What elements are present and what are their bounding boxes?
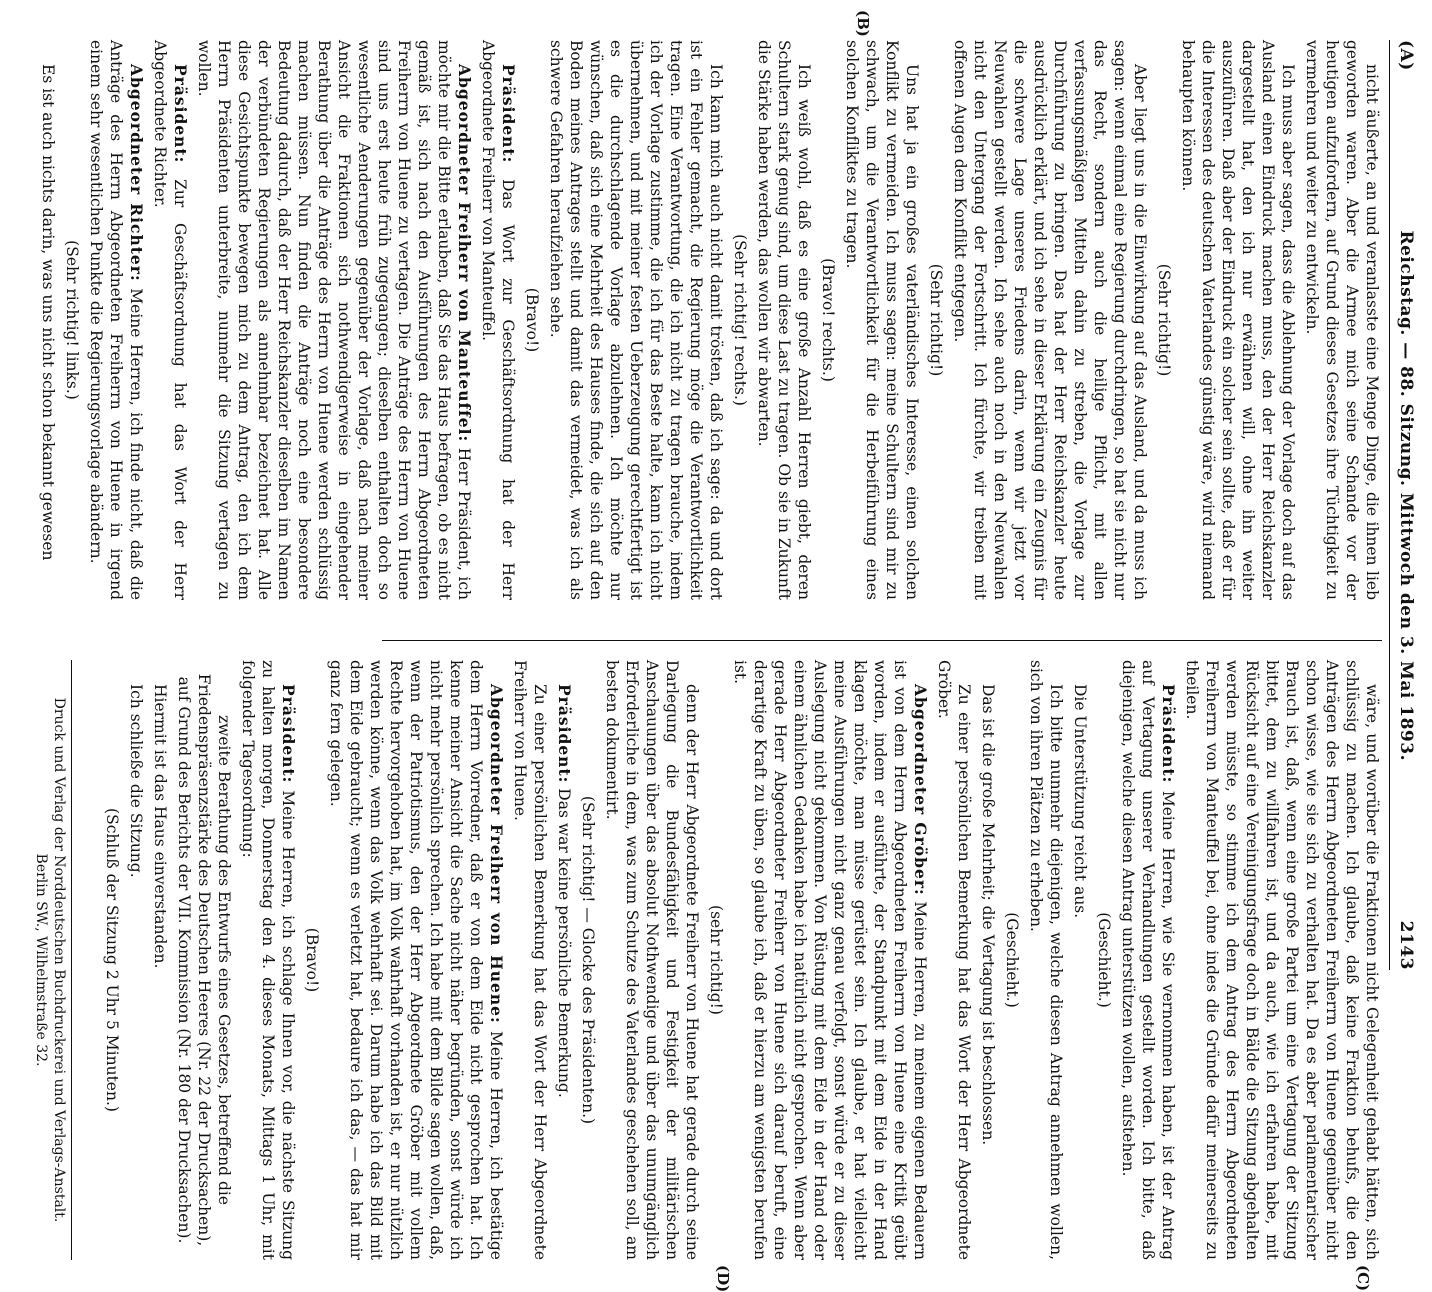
stage-direction: (Schluß der Sitzung 2 Uhr 5 Minuten.): [103, 808, 121, 1112]
speech-text: Meine Herren, wie Sie vernommen haben, ist der Antrag auf Vertagung unserer Verhandlungen gestellt worden. Ich bitte, daß diejenigen, welche diesen Antrag unterstützen wollen, aufstehen.: [1119, 660, 1177, 1260]
speech-text: Zur Geschäftsordnung hat das Wort der Herr Abgeordnete Richter.: [151, 40, 189, 600]
speech-paragraph: [326, 660, 506, 1260]
margin-marker-b: (B): [854, 10, 872, 37]
speech-paragraph: [730, 660, 930, 1260]
paragraph: Ich weiß wohl, daß es eine große Anzahl Herren giebt, deren Schultern stark genug sind, um diese Last zu tragen. Ob sie in Zukunft die Stärke haben werden, das wollen wir abwarten.: [755, 40, 813, 600]
stage-direction: (Sehr richtig! links.): [63, 240, 81, 400]
margin-marker-c: (C): [1354, 1265, 1372, 1292]
imprint-line-1: Druck und Verlag der Norddeutschen Buchdruckerei und Verlags-Anstalt.: [51, 697, 67, 1223]
page-number: 2143: [1396, 920, 1416, 970]
paragraph: Das ist die große Mehrheit; die Vertagung ist beschlossen.: [979, 684, 997, 1146]
margin-marker-d: (D): [714, 1265, 732, 1292]
speaker-name: Präsident:: [499, 64, 518, 164]
speaker-name: Präsident:: [555, 684, 574, 784]
speaker-name: Präsident:: [279, 684, 298, 784]
speech-paragraph: [86, 40, 146, 600]
stage-direction: (Bravo! rechts.): [819, 258, 837, 382]
paragraph: Ich muss aber sagen, dass die Ablehnung der Vorlage doch auf das Ausland einen Eindruck machen muss, den der Herr Reichskanzler dargestellt hat, den ich nur erwähnen will, ohne ihn weiter auszuführen. Daß aber der Eindruck ein solcher sein sollte, daß er für die Interessen des deutschen Vaterlandes günstig wäre, wird niemand behaupten können.: [1179, 40, 1297, 600]
speech-text: Meine Herren, zu meinem eigenen Bedauern ist von dem Herrn Abgeordneten Freiherrn von Huene eine Kritik geübt worden, indem er ausführte, der Standpunkt mit dem Eide in der Hand klagen möchte, man müsse gerüstet sein. Ich glaube, er hat vielleicht meine Ausführungen nicht ganz genau verfolgt, sonst würde er zu dieser Auslegung nicht gekommen. Von Rüstung mit dem Eide in der Hand oder einem ähnlichen Gedanken habe ich natürlich nicht gesprochen. Wenn aber gerade Herr Abgeordneter Freiherr von Huene sich darauf beruft, eine derartige Kraft zu üben, so glaube ich, daß er hierzu am wenigsten berufen ist.: [731, 660, 929, 1260]
paragraph: Zu einer persönlichen Bemerkung hat das Wort der Herr Abgeordnete Freiherr von Huene.: [511, 660, 549, 1260]
stage-direction: zweite Berathung des Entwurfs eines Gesetzes, betreffend die Friedenspräsenzstärke des Deutschen Heeres (Nr. 22 der Drucksachen), auf Grund des Berichts der VII. Kommission (Nr. 180 der Drucksachen).: [175, 673, 233, 1247]
paragraph: Ich schließe die Sitzung.: [127, 684, 145, 878]
speech-paragraph: [1118, 660, 1178, 1260]
margin-marker-a: (A): [1396, 40, 1416, 71]
paragraph: wäre, und worüber die Fraktionen nicht Gelegenheit gehabt hätten, sich schlüssig zu machen. Ich glaube, daß keine Fraktion behufs, die den Anträgen des Herrn Abgeordneten Freiherrn von Huene gegenüber nicht schon wisse, wie sie sich zu verhalten hat. Da es aber parlamentarischer Brauch ist, daß, wenn eine große Partei um eine Vertagung der Sitzung bittet, dem zu willfahren ist, und da auch, wie ich erfahren habe, mit Rücksicht auf eine Vereinigungsfrage doch in Bälde die Sitzung abgehalten werden müsste, so stimme ich dem Antrag des Herrn Abgeordneten Freiherrn von Manteuffel bei, ohne indes die Gründe dafür meinerseits zu theilen.: [1183, 660, 1381, 1260]
speech-text: Herr Präsident, ich möchte mir die Bitte erlauben, daß Sie das Haus befragen, ob es nicht gemäß ist, sich nach den Ausführungen des Herrn Abgeordneten Freiherrn von Huene zu vertagen. Die Anträge des Herrn von Huene sind uns erst heute früh zugegangen; dieselben enthalten doch so wesentliche Aenderungen gegenüber der Vorlage, daß nach meiner Ansicht die Fraktionen sich nothwendigerweise in eingehender Berathung über die Anträge des Herrn von Huene werden schlüssig machen müssen. Nun finden die Anträge noch eine besondere Bedeutung dadurch, daß der Herr Reichskanzler dieselben im Namen der verbündeten Regierungen als annehmbar bezeichnet hat. Alle diese Gesichtspunkte bewegen mich zu dem Antrag, den ich dem Herrn Präsidenten unterbreite, nunmehr die Sitzung vertagen zu wollen.: [195, 40, 473, 600]
stage-direction: (sehr richtig!): [707, 905, 725, 1015]
speech-text: Meine Herren, ich bestätige dem Herrn Vorredner, daß er von dem Eide nicht gesprochen hat. Ich kenne meiner Ansicht die Sache nicht näher begründen, sonst würde ich nicht mehr persönlich sprechen. Ich habe mit dem Bilde sagen wollen, daß, wenn der Patriotismus, den der Herr Abgeordnete Gröber mit vollem Rechte hervorgehoben hat, im Volk wahrhaft vorhanden ist, er nur nützlich werden könne, wenn das Volk wehrhaft sei. Darum habe ich das Bild mit dem Eide gebraucht; wenn es verletzt hat, bedaure ich das, — das hat mir ganz fern gelegen.: [327, 660, 505, 1260]
speech-paragraph: [194, 40, 474, 600]
left-column: [34, 40, 1382, 600]
speech-text: Das Wort zur Geschäftsordnung hat der Herr Abgeordnete Freiherr von Manteuffel.: [479, 40, 517, 600]
stage-direction: (Geschieht.): [1095, 912, 1113, 1008]
paragraph: Ich bitte nunmehr diejenigen, welche diesen Antrag annehmen wollen, sich von ihren Plätzen zu erheben.: [1027, 660, 1065, 1260]
speech-paragraph: [478, 40, 518, 600]
paragraph: Hiermit ist das Haus einverstanden.: [151, 684, 169, 969]
paragraph: nicht äußerte, an und veranlasste eine Menge Dinge, die ihnen lieb geworden waren. Aber die Armee mich seine Schande vor der heutigen aufzufordern, auf Grund dieses Gesetzes ihre Tüchtigkeit zu vermehren und weiter zu entwickeln.: [1303, 40, 1381, 600]
header-rule: [1389, 40, 1390, 970]
stage-direction: (Geschieht.): [1003, 912, 1021, 1008]
stage-direction: (Sehr richtig!): [927, 263, 945, 377]
paragraph: Zu einer persönlichen Bemerkung hat das Wort der Herr Abgeordnete Gröber.: [935, 660, 973, 1260]
paragraph: Ich kann mich auch nicht damit trösten, daß ich sage: da und dort ist ein Fehler gemacht, die Regierung möge die Verantwortlichkeit tragen. Eine Verantwortung, die ich nicht zu tragen brauche, indem ich der Vorlage zustimme, die ich für das Beste halte, kann ich nicht übernehmen, und mit meiner festen Ueberzeugung gerechtfertigt ist es die durchschlagende Vorlage abzulehnen. Ich möchte nur wünschen, daß sich eine Mehrheit des Hauses finde, die sich auf den Boden meines Antrages stellt und damit das vermeidet, was ich als schwere Gefahren heraufziehen sehe.: [547, 40, 725, 600]
speech-text: Meine Herren, ich finde nicht, daß die Anträge des Herrn Abgeordneten Freiherrn von Huene in irgend einem sehr wesentlichen Punkte die Regierungsvorlage abändern.: [87, 40, 145, 600]
paragraph: denn der Herr Abgeordnete Freiherr von Huene hat gerade durch seine Darlegung die Bundesfähigkeit und Festigkeit der militärischen Anschauungen über das absolut Nothwendige und über das unumgänglich Erforderliche in dem, was zum Schutze des Vaterlandes geschehen soll, am besten dokumentirt.: [603, 660, 701, 1260]
stage-direction: (Sehr richtig!): [1155, 263, 1173, 377]
paragraph: Uns hat ja ein großes vaterländisches Interesse, einen solchen Konflikt zu vermeiden. Ich muss sagen: meine Schultern sind mir zu schwach, um die Verantwortlichkeit für die Herbeiführung eines solchen Konfliktes zu tragen.: [843, 40, 921, 600]
page-header: [1392, 40, 1420, 970]
footer-rule: [71, 660, 72, 1260]
right-column: [98, 660, 1382, 1260]
paragraph: Es ist auch nichts darin, was uns nicht schon bekannt gewesen: [39, 64, 57, 561]
speech-paragraph: [150, 40, 190, 600]
speaker-name: Abgeordneter Freiherr von Manteuffel:: [455, 64, 474, 443]
imprint: [32, 660, 68, 1260]
stage-direction: (Sehr richtig! — Glocke des Präsidenten.): [579, 795, 597, 1125]
speaker-name: Abgeordneter Gröber:: [911, 684, 930, 896]
stage-direction: (Bravo!): [303, 927, 321, 993]
paragraph: Die Unterstützung reicht aus.: [1071, 684, 1089, 919]
speech-text: Das war keine persönliche Bemerkung.: [555, 783, 573, 1098]
running-head: Reichstag. — 88. Sitzung. Mittwoch den 3. Mai 1893.: [1396, 230, 1416, 761]
speech-paragraph: [238, 660, 298, 1260]
speaker-name: Abgeordneter Freiherr von Huene:: [487, 684, 506, 1024]
speaker-name: Präsident:: [1159, 684, 1178, 784]
stage-direction: (Bravo!): [523, 287, 541, 353]
imprint-line-2: Berlin SW., Wilhelmstraße 32.: [33, 853, 49, 1067]
speech-text: Meine Herren, ich schlage Ihnen vor, die nächste Sitzung zu halten morgen, Donnerstag den 4. dieses Monats, Mittags 1 Uhr, mit folgender Tagesordnung:: [239, 660, 297, 1260]
speech-paragraph: [554, 660, 574, 1260]
stage-direction: (Sehr richtig! rechts.): [731, 234, 749, 406]
column-divider: [382, 640, 1382, 641]
paragraph: Aber liegt uns in die Einwirkung auf das Ausland, und da muss ich sagen: wenn einmal eine Regierung durchdringen, so hat sie nicht nur das Recht, sondern auch die heilige Pflicht, mit allen verfassungsmäßigen Mitteln dahin zu streben, die Vorlage zur Durchführung zu bringen. Das hat der Herr Reichskanzler heute ausdrücklich erklärt, und ich sehe in dieser Erklärung ein Zeugnis für die schwere Lage unseres Friedens darin, wenn wir jetzt vor Neuwahlen gestellt werden. Ich sehe auch noch in den Neuwahlen nicht den Untergang der Fortschritt. Ich fürchte, wir treiben mit offenen Augen dem Konflikt entgegen.: [951, 40, 1149, 600]
speaker-name: Präsident:: [171, 64, 190, 164]
speaker-name: Abgeordneter Richter:: [127, 64, 146, 282]
